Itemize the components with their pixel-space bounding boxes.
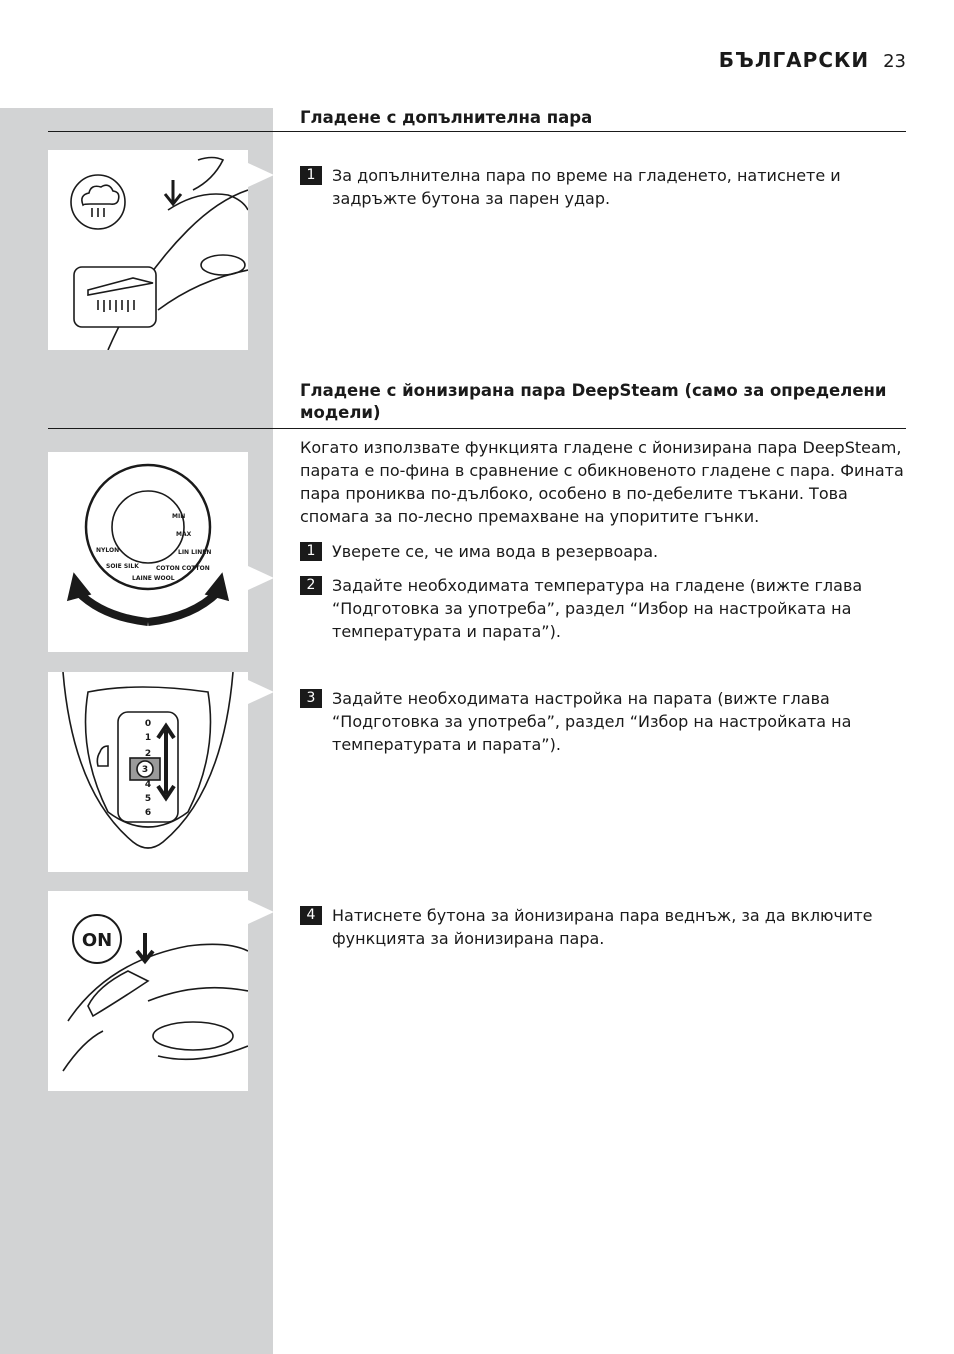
step-text: Задайте необходимата настройка на парата (вижте глава “Подготовка за употреба”, раздел “Избор на настройката на температурата и парата”).: [332, 689, 852, 754]
step-2-deepsteam: [300, 574, 906, 643]
steam-scale-2: 2: [144, 749, 152, 759]
illustration-steam-selector: [48, 672, 248, 872]
illustration-temperature-dial: [48, 452, 248, 652]
dial-label-nylon: NYLON: [96, 547, 120, 554]
callout-pointer: [248, 680, 274, 704]
step-1-extra-steam: [300, 164, 906, 210]
callout-pointer: [248, 900, 274, 924]
press-arrow-icon: [165, 180, 181, 204]
dial-label-linen: LIN LINEN: [178, 549, 212, 556]
zoom-inset: [74, 267, 156, 327]
section-title-extra-steam: Гладене с допълнителна пара: [300, 108, 593, 127]
dial-label-cotton: COTON COTTON: [156, 565, 210, 572]
rotate-right-arrow-icon: [148, 592, 218, 622]
step-1-deepsteam: [300, 540, 906, 563]
deepsteam-intro: Когато използвате функцията гладене с йонизирана пара DeepSteam, парата е по-фина в сравнение с обикновеното гладене с пара. Фината пара прониква по-дълбоко, особено в по-дебелите тъкани. Това спомага за по-лесно премахване на упоритите гънки.: [300, 438, 904, 526]
step-text: За допълнителна пара по време на гладенето, натиснете и задръжте бутона за парен удар.: [332, 166, 841, 208]
step-text: Задайте необходимата температура на гладене (вижте глава “Подготовка за употреба”, раздел “Избор на настройката на температурата и парата”).: [332, 576, 863, 641]
step-3-deepsteam: [300, 687, 906, 756]
steam-scale-1: 1: [144, 733, 152, 743]
steam-scale-5: 5: [144, 794, 152, 804]
section-title-deepsteam: Гладене с йонизирана пара DeepSteam (само за определени модели): [300, 381, 887, 422]
step-4-deepsteam: [300, 904, 906, 950]
section-rule: [48, 428, 906, 429]
step-text: Уверете се, че има вода в резервоара.: [332, 542, 659, 561]
page-header: [719, 48, 906, 72]
steam-scale-3: 3: [141, 765, 149, 775]
on-button-label: ON: [81, 930, 113, 951]
dial-label-max: MAX: [176, 531, 192, 538]
section-rule: [48, 131, 906, 132]
step-number: 3: [300, 689, 322, 708]
callout-pointer: [248, 163, 274, 187]
rotate-left-arrow-icon: [78, 592, 148, 622]
dial-label-min: MIN: [172, 513, 186, 520]
step-number: 4: [300, 906, 322, 925]
steam-scale-4: 4: [144, 780, 152, 790]
illustration-ionic-steam-button: [48, 891, 248, 1091]
steam-scale-6: 6: [144, 808, 152, 818]
steam-scale-0: 0: [144, 719, 152, 729]
step-number: 1: [300, 166, 322, 185]
dial-label-wool: LAINE WOOL: [132, 575, 175, 582]
illustration-steam-boost: [48, 150, 248, 350]
step-number: 2: [300, 576, 322, 595]
page-number: 23: [883, 51, 906, 72]
dial-label-silk: SOIE SILK: [106, 563, 139, 570]
language-label: БЪЛГАРСКИ: [718, 48, 870, 72]
callout-pointer: [248, 566, 274, 590]
step-number: 1: [300, 542, 322, 561]
step-text: Натиснете бутона за йонизирана пара веднъж, за да включите функцията за йонизирана пара.: [332, 906, 873, 948]
